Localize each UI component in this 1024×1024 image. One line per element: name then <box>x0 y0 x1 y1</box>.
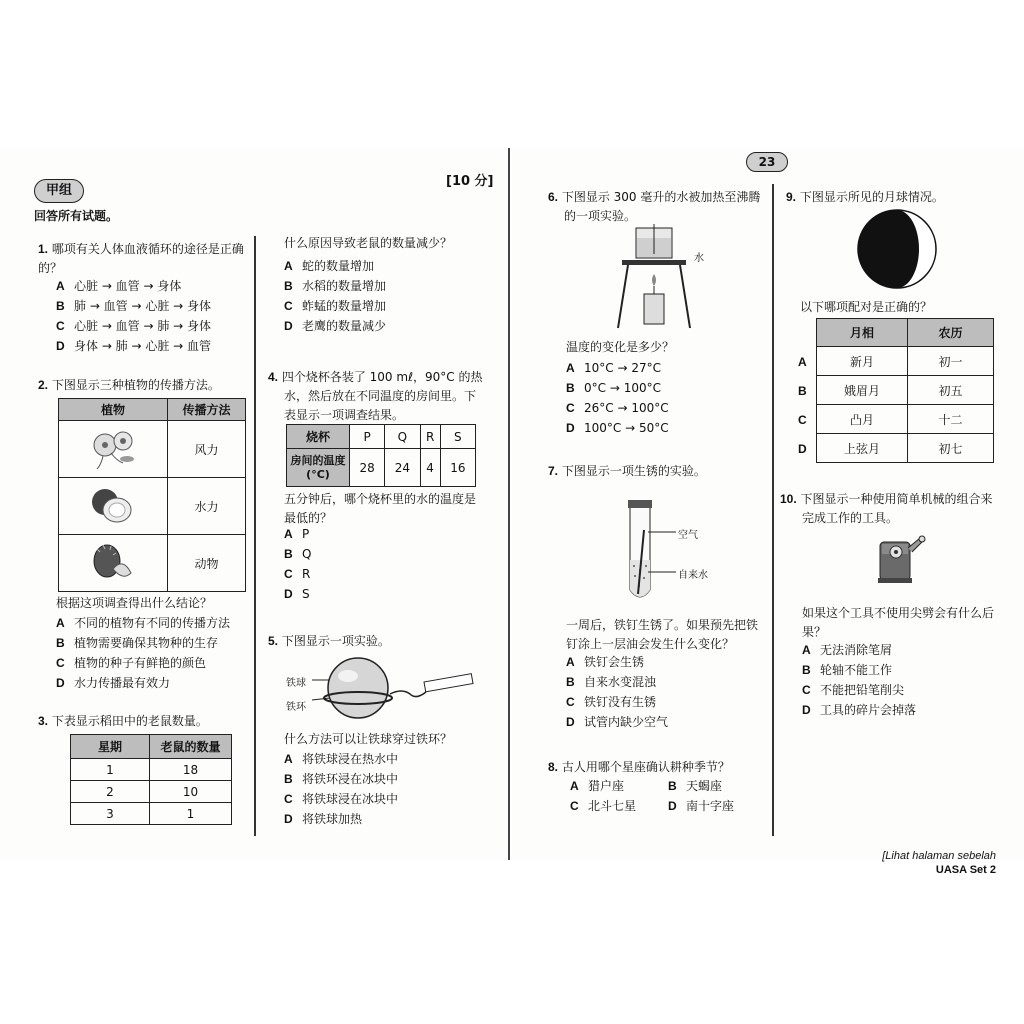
option-b[interactable]: B 0°C → 100°C <box>566 381 661 395</box>
dispersal-table <box>58 398 246 592</box>
question-text: 钉涂上一层油会发生什么变化？ <box>566 637 735 651</box>
option-a[interactable]: A 不同的植物有不同的传播方法 <box>56 616 231 630</box>
option-b[interactable]: B Q <box>284 547 312 561</box>
question-text: 水，然后放在不同温度的房间里。下 <box>284 389 477 403</box>
table-cell: 十二 <box>908 405 994 434</box>
question-text: 古人用哪个星座确认耕种季节？ <box>561 760 730 774</box>
question-number: 5. <box>268 634 279 648</box>
question-text: 下图显示三种植物的传播方法。 <box>51 378 220 392</box>
q10-question <box>802 604 994 642</box>
table-cell: 水力 <box>168 478 246 535</box>
left-column-divider <box>254 236 256 836</box>
table-header: 农历 <box>908 319 994 347</box>
q4-options <box>284 524 311 604</box>
label-air: 空气 <box>678 530 698 541</box>
q4-question <box>284 490 476 528</box>
beaker-table <box>286 424 476 487</box>
option-d[interactable]: D 南十字座 <box>668 799 735 813</box>
table-cell: 上弦月 <box>817 434 908 463</box>
option-c[interactable]: C R <box>284 567 311 581</box>
moon-phase-table <box>816 318 994 463</box>
question-text: 下图显示一项实验。 <box>281 634 390 648</box>
question-text: 果？ <box>802 625 827 639</box>
question-text: 下图显示所见的月球情况。 <box>799 190 944 204</box>
table-cell: 3 <box>71 803 150 825</box>
table-cell: 凸月 <box>817 405 908 434</box>
table-cell: 28 <box>350 449 385 487</box>
question-number: 10. <box>780 492 797 506</box>
question-text: 下表显示稻田中的老鼠数量。 <box>51 714 208 728</box>
question-number: 4. <box>268 370 279 384</box>
question-number: 9. <box>786 190 797 204</box>
q5-options <box>284 749 398 829</box>
option-c[interactable]: C 铁钉没有生锈 <box>566 695 657 709</box>
table-header: 星期 <box>71 735 150 759</box>
option-c[interactable]: C 北斗七星 <box>570 799 637 813</box>
question-text: 四个烧杯各装了 100 mℓ，90°C 的热 <box>281 370 483 384</box>
question-text: 最低的？ <box>284 511 333 525</box>
q6-options <box>566 358 669 438</box>
question-number: 7. <box>548 464 559 478</box>
table-header: 房间的温度(°C) <box>287 449 350 487</box>
question-text: 五分钟后，哪个烧杯里的水的温度是 <box>284 492 477 506</box>
table-header: 老鼠的数量 <box>150 735 232 759</box>
coconut-image <box>59 478 168 535</box>
table-cell: S <box>440 425 475 449</box>
option-c[interactable]: C 26°C → 100°C <box>566 401 669 415</box>
option-c[interactable]: C <box>798 413 807 427</box>
table-cell: P <box>350 425 385 449</box>
option-b[interactable]: B 植物需要确保其物种的生存 <box>56 636 219 650</box>
option-b[interactable]: B 肺 → 血管 → 心脏 → 身体 <box>56 299 212 313</box>
option-d[interactable]: D 100°C → 50°C <box>566 421 669 435</box>
option-b[interactable]: B 将铁环浸在冰块中 <box>284 772 399 786</box>
question-7 <box>548 462 706 481</box>
option-c[interactable]: C 心脏 → 血管 → 肺 → 身体 <box>56 319 212 333</box>
marks-label: [10 分] <box>446 174 494 189</box>
table-cell: 1 <box>71 759 150 781</box>
table-cell: 16 <box>440 449 475 487</box>
flower-image <box>59 421 168 478</box>
q5-question: 什么方法可以让铁球穿过铁环？ <box>284 732 453 746</box>
option-b[interactable]: B 轮轴不能工作 <box>802 663 893 677</box>
question-number: 2. <box>38 378 49 392</box>
pencil-sharpener-image <box>872 528 928 586</box>
right-column-divider <box>772 184 774 836</box>
q7-options <box>566 652 668 732</box>
option-a[interactable]: A 猎户座 <box>570 779 625 793</box>
question-text: 的一项实验。 <box>564 209 637 223</box>
option-a[interactable]: A 心脏 → 血管 → 身体 <box>56 279 182 293</box>
option-a[interactable]: A 无法消除笔屑 <box>802 643 893 657</box>
question-9 <box>786 188 944 207</box>
q10-options <box>802 640 916 720</box>
table-header: 植物 <box>59 399 168 421</box>
table-cell: 初七 <box>908 434 994 463</box>
label-tap-water: 自来水 <box>678 570 708 581</box>
table-cell: Q <box>385 425 420 449</box>
question-2 <box>38 376 220 395</box>
moon-phase-image <box>856 208 938 290</box>
option-a[interactable]: A 铁钉会生锈 <box>566 655 645 669</box>
option-d[interactable]: D 工具的碎片会掉落 <box>802 703 917 717</box>
question-number: 8. <box>548 760 559 774</box>
q1-options <box>56 276 211 356</box>
table-cell: 初五 <box>908 376 994 405</box>
question-1 <box>38 240 248 278</box>
rust-label-lines <box>648 528 678 578</box>
option-d[interactable]: D 试管内缺少空气 <box>566 715 669 729</box>
question-number: 6. <box>548 190 559 204</box>
option-c[interactable]: C 将铁球浸在冰块中 <box>284 792 399 806</box>
question-text: 表显示一项调查结果。 <box>284 408 405 422</box>
table-cell: R <box>420 425 440 449</box>
question-text: 哪项有关人体血液循环的途径是正确的？ <box>38 242 244 275</box>
page-number: 23 <box>746 152 788 172</box>
option-a[interactable]: A P <box>284 527 310 541</box>
option-d[interactable]: D 身体 → 肺 → 心脏 → 血管 <box>56 339 212 353</box>
ball-ring-diagram <box>306 654 480 722</box>
option-a[interactable]: A 蛇的数量增加 <box>284 259 375 273</box>
question-6 <box>548 188 768 226</box>
table-cell: 初一 <box>908 347 994 376</box>
table-cell: 新月 <box>817 347 908 376</box>
table-cell: 娥眉月 <box>817 376 908 405</box>
question-number: 1. <box>38 242 49 256</box>
option-b[interactable]: B 天蝎座 <box>668 779 723 793</box>
option-b[interactable]: B <box>798 384 807 398</box>
table-cell: 10 <box>150 781 232 803</box>
table-header: 传播方法 <box>168 399 246 421</box>
question-4 <box>268 368 488 425</box>
question-8 <box>548 758 730 777</box>
q2-options <box>56 613 230 693</box>
option-a[interactable]: A <box>798 355 807 369</box>
option-d[interactable]: D <box>798 442 807 456</box>
option-d[interactable]: D 将铁球加热 <box>284 812 363 826</box>
option-a[interactable]: A 将铁球浸在热水中 <box>284 752 399 766</box>
question-text: 下图显示 300 毫升的水被加热至沸腾 <box>561 190 761 204</box>
option-d[interactable]: D 老鹰的数量减少 <box>284 319 387 333</box>
option-b[interactable]: B 自来水变混浊 <box>566 675 657 689</box>
footer-set-label: UASA Set 2 <box>935 864 996 876</box>
question-text: 下图显示一项生锈的实验。 <box>561 464 706 478</box>
option-d[interactable]: D S <box>284 587 310 601</box>
label-ball: 铁球 <box>286 678 306 689</box>
question-text: 完成工作的工具。 <box>802 511 899 525</box>
q3-question: 什么原因导致老鼠的数量减少？ <box>284 236 453 250</box>
question-text: 如果这个工具不使用尖劈会有什么后 <box>802 606 995 620</box>
label-ring: 铁环 <box>286 702 306 713</box>
boiling-diagram <box>614 224 698 330</box>
durian-image <box>59 535 168 592</box>
table-header: 烧杯 <box>287 425 350 449</box>
table-cell: 2 <box>71 781 150 803</box>
option-d[interactable]: D 水力传播最有效力 <box>56 676 171 690</box>
q2-question: 根据这项调查得出什么结论？ <box>56 596 213 610</box>
rat-table <box>70 734 232 825</box>
question-text: 一周后，铁钉生锈了。如果预先把铁 <box>566 618 759 632</box>
book-spine <box>508 148 510 860</box>
label-water: 水 <box>694 253 704 264</box>
section-badge: 甲组 <box>34 179 84 203</box>
question-number: 3. <box>38 714 49 728</box>
option-b[interactable]: B 水稻的数量增加 <box>284 279 387 293</box>
q6-question: 温度的变化是多少？ <box>566 340 675 354</box>
option-c[interactable]: C 植物的种子有鲜艳的颜色 <box>56 656 207 670</box>
q9-question: 以下哪项配对是正确的？ <box>800 300 933 314</box>
table-header: 月相 <box>817 319 908 347</box>
table-cell: 4 <box>420 449 440 487</box>
question-text: 下图显示一种使用简单机械的组合来 <box>800 492 993 506</box>
q7-question <box>566 616 758 654</box>
question-5 <box>268 632 390 651</box>
question-10 <box>780 490 1000 528</box>
question-3 <box>38 712 208 731</box>
footer-next-page: [Lihat halaman sebelah <box>882 850 996 862</box>
instruction-text: 回答所有试题。 <box>34 209 119 223</box>
q3-options <box>284 256 386 336</box>
table-cell: 18 <box>150 759 232 781</box>
option-c[interactable]: C 蚱蜢的数量增加 <box>284 299 387 313</box>
option-c[interactable]: C 不能把铅笔削尖 <box>802 683 905 697</box>
table-cell: 风力 <box>168 421 246 478</box>
table-cell: 动物 <box>168 535 246 592</box>
table-cell: 1 <box>150 803 232 825</box>
option-a[interactable]: A 10°C → 27°C <box>566 361 661 375</box>
table-cell: 24 <box>385 449 420 487</box>
